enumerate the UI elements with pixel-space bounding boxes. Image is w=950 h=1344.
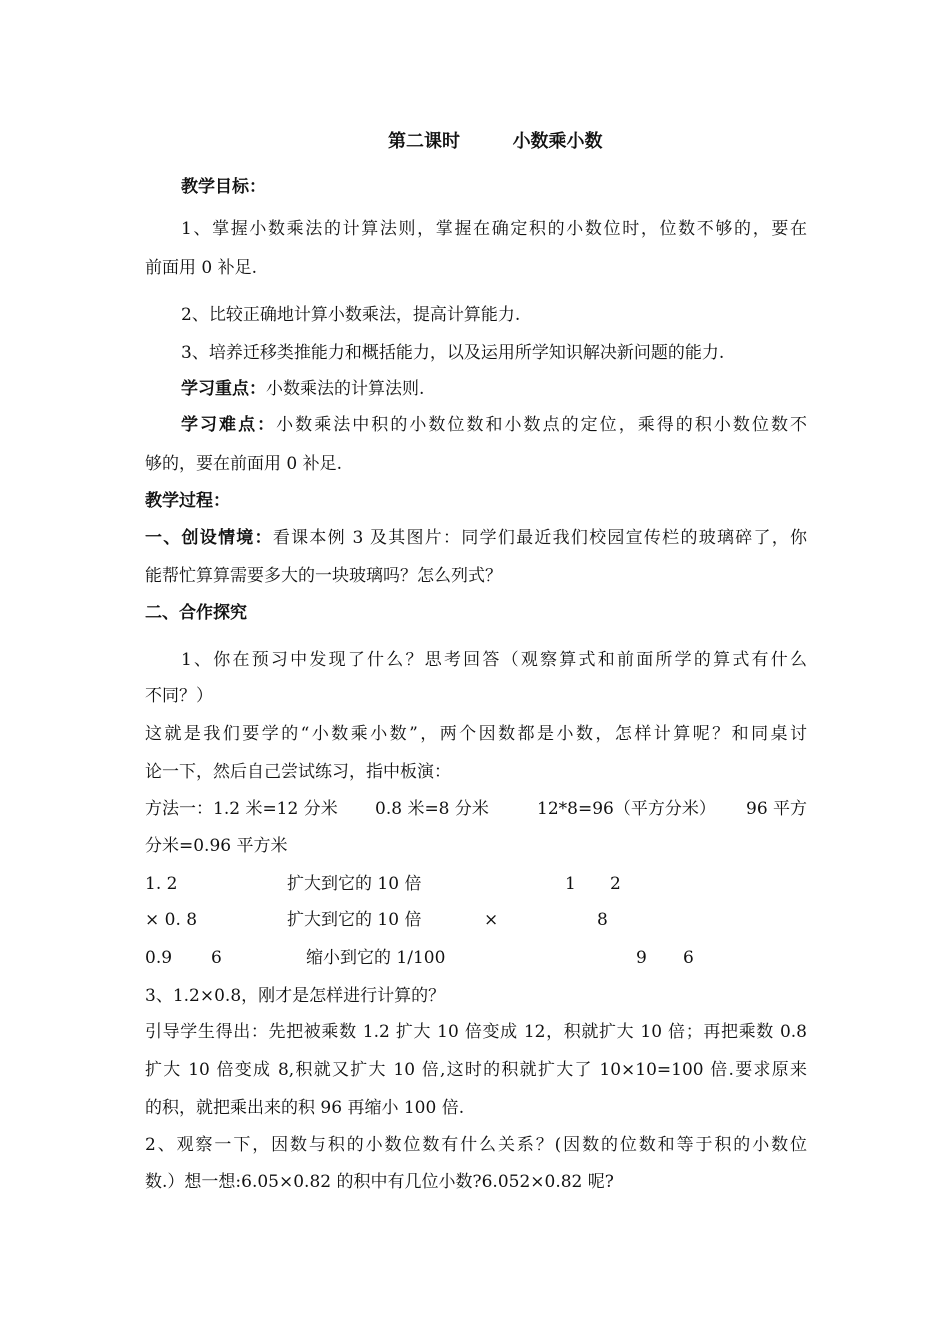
question-2-line-2: 数.）想一想:6.05×0.82 的积中有几位小数?6.052×0.82 呢?	[145, 1172, 614, 1192]
method-1-part-d: 96 平方	[746, 799, 808, 819]
calc-row-2-c: ×	[484, 910, 499, 930]
difficulty-line-2: 够的，要在前面用 0 补足.	[145, 454, 343, 474]
paragraph-1-line-1: 这就是我们要学的“小数乘小数”，两个因数都是小数，怎样计算呢？和同桌讨	[145, 724, 807, 744]
calc-row-3-e: 6	[683, 948, 694, 968]
calc-row-3-c: 缩小到它的 1/100	[306, 948, 446, 968]
key-point	[181, 377, 424, 401]
section-1-line-1	[145, 526, 807, 550]
calc-row-3-d: 9	[636, 948, 647, 968]
question-1-line-2: 不同？）	[145, 686, 213, 706]
calc-row-2-a: × 0. 8	[145, 910, 198, 930]
method-1-part-a: 方法一：1.2 米=12 分米	[145, 799, 338, 819]
objective-2: 2、比较正确地计算小数乘法，提高计算能力.	[181, 305, 521, 325]
section-2-heading: 二、合作探究	[145, 603, 247, 623]
section-1-line-2: 能帮忙算算需要多大的一块玻璃吗？怎么列式？	[145, 566, 502, 586]
difficulty-line-1	[181, 413, 807, 437]
section-1-label: 一、创设情境：	[145, 528, 273, 548]
key-point-text: 小数乘法的计算法则.	[266, 379, 425, 399]
guide-line-1: 引导学生得出：先把被乘数 1.2 扩大 10 倍变成 12，积就扩大 10 倍；再把乘数 0.8	[145, 1022, 807, 1042]
calc-row-3-b: 6	[211, 948, 222, 968]
objective-1-line-2: 前面用 0 补足.	[145, 258, 258, 278]
section-1-text-1: 看课本例 3 及其图片：同学们最近我们校园宣传栏的玻璃碎了，你	[272, 528, 808, 548]
calc-row-1-d: 2	[610, 874, 621, 894]
method-1-part-e: 分米=0.96 平方米	[145, 836, 288, 856]
question-2-line-1: 2、观察一下，因数与积的小数位数有什么关系？(因数的位数和等于积的小数位	[145, 1135, 807, 1155]
calc-row-1-c: 1	[565, 874, 576, 894]
question-1-line-1: 1、你在预习中发现了什么？思考回答（观察算式和前面所学的算式有什么	[181, 650, 807, 670]
lesson-title	[388, 127, 603, 153]
calc-row-3-a: 0.9	[145, 948, 173, 968]
question-3: 3、1.2×0.8，刚才是怎样进行计算的？	[145, 986, 446, 1006]
difficulty-label: 学习难点：	[181, 415, 277, 435]
calc-row-1-b: 扩大到它的 10 倍	[287, 874, 422, 894]
objectives-heading: 教学目标：	[181, 177, 266, 197]
method-1-part-b: 0.8 米=8 分米	[375, 799, 489, 819]
paragraph-1-line-2: 论一下，然后自己尝试练习，指中板演：	[145, 762, 451, 782]
method-1-part-c: 12*8=96（平方分米）	[537, 799, 716, 819]
calc-row-2-d: 8	[597, 910, 608, 930]
title-part-1: 第二课时	[388, 131, 460, 152]
calc-row-1-a: 1. 2	[145, 874, 178, 894]
calc-row-2-b: 扩大到它的 10 倍	[287, 910, 422, 930]
objective-3: 3、培养迁移类推能力和概括能力，以及运用所学知识解决新问题的能力.	[181, 343, 725, 363]
difficulty-text-1: 小数乘法中积的小数位数和小数点的定位，乘得的积小数位数不	[276, 415, 807, 435]
title-part-2: 小数乘小数	[512, 131, 603, 152]
process-heading: 教学过程：	[145, 491, 230, 511]
guide-line-2: 扩大 10 倍变成 8,积就又扩大 10 倍,这时的积就扩大了 10×10=100 倍.要求原来	[145, 1060, 807, 1080]
objective-1-line-1: 1、掌握小数乘法的计算法则，掌握在确定积的小数位时，位数不够的，要在	[181, 219, 807, 239]
key-point-label: 学习重点：	[181, 379, 266, 399]
guide-line-3: 的积，就把乘出来的积 96 再缩小 100 倍.	[145, 1098, 465, 1118]
